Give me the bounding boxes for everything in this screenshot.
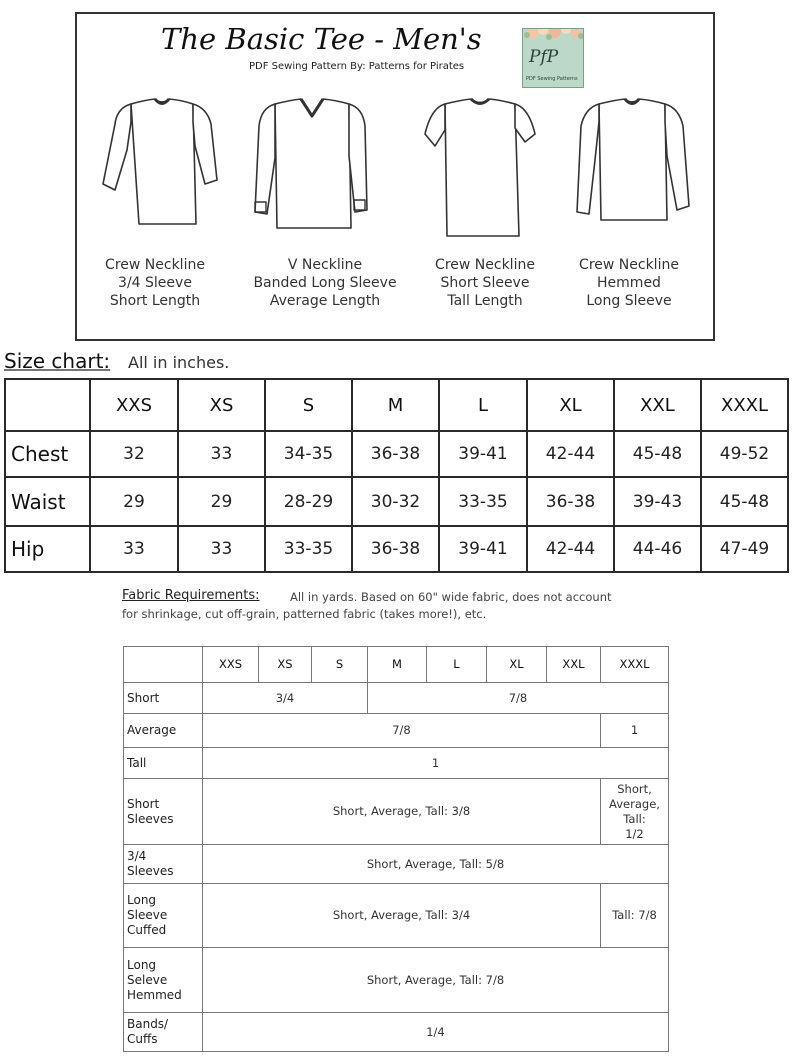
view-caption <box>240 256 410 310</box>
row-label <box>124 779 203 845</box>
cell-line: Average, <box>609 796 660 811</box>
cell: 36-38 <box>527 477 614 526</box>
logo-monogram: PfP <box>529 47 559 67</box>
cell-line: Short, <box>617 781 652 796</box>
table-row <box>5 477 788 526</box>
size-chart-note: All in inches. <box>128 353 230 372</box>
cell: 7/8 <box>368 683 669 714</box>
pattern-subtitle: PDF Sewing Pattern By: Patterns for Pirates <box>249 61 465 72</box>
caption-line: Crew Neckline <box>105 257 205 273</box>
caption-line: Average Length <box>269 293 381 309</box>
size-col-header: XXXL <box>701 379 788 431</box>
cell: 42-44 <box>527 431 614 477</box>
row-label: Short <box>124 683 203 714</box>
row-label-line: 3/4 <box>127 849 147 863</box>
cell: 30-32 <box>352 477 439 526</box>
row-label <box>124 884 203 948</box>
size-col-header: XXL <box>547 647 601 683</box>
size-col-header: M <box>352 379 439 431</box>
caption-line: Short Sleeve <box>440 275 530 291</box>
row-label <box>124 845 203 884</box>
row-label-line: Long <box>127 957 157 972</box>
pattern-title: The Basic Tee - Men's <box>161 22 482 56</box>
size-chart-heading: Size chart: <box>4 349 111 373</box>
brand-logo <box>522 28 584 88</box>
cell: Tall: 7/8 <box>601 884 669 948</box>
caption-line: Banded Long Sleeve <box>253 275 397 291</box>
size-chart-table <box>4 378 789 573</box>
table-row <box>5 431 788 477</box>
row-label-line: Sleeves <box>127 811 174 826</box>
cell: 32 <box>90 431 178 477</box>
row-label <box>124 1013 203 1052</box>
fabric-row-long-sleeve-hemmed <box>124 948 669 1013</box>
cell: 1/4 <box>203 1013 669 1052</box>
cell <box>601 779 669 845</box>
row-label: Average <box>124 714 203 748</box>
cell: 33 <box>178 431 265 477</box>
fabric-row-average <box>124 714 669 748</box>
caption-line: Short Length <box>109 293 201 309</box>
cell: 44-46 <box>614 526 701 572</box>
row-label: Tall <box>124 748 203 779</box>
size-col-header: L <box>439 379 527 431</box>
caption-line: 3/4 Sleeve <box>118 275 192 291</box>
v-neck-long-sleeve-shirt-icon <box>247 94 377 234</box>
fabric-header-row <box>124 647 669 683</box>
caption-line: Tall Length <box>447 293 523 309</box>
size-header-row <box>5 379 788 431</box>
cell: 39-41 <box>439 431 527 477</box>
row-label-line: Cuffs <box>127 1032 158 1046</box>
size-col-header: XXS <box>203 647 259 683</box>
cell: 28-29 <box>265 477 352 526</box>
size-col-header: XL <box>487 647 547 683</box>
cell: 45-48 <box>614 431 701 477</box>
cell: 36-38 <box>352 431 439 477</box>
cell-line: Tall: <box>623 811 646 826</box>
caption-line: V Neckline <box>287 257 363 273</box>
caption-line: Long Sleeve <box>586 293 672 309</box>
row-label-line: Sleeves <box>127 864 174 878</box>
fabric-note-line-1: All in yards. Based on 60" wide fabric, does not account <box>290 590 612 604</box>
cell: 29 <box>178 477 265 526</box>
corner-cell <box>124 647 203 683</box>
row-label-line: Short <box>127 796 160 811</box>
crew-34-sleeve-shirt-icon <box>97 94 227 234</box>
cell: 47-49 <box>701 526 788 572</box>
cell: 42-44 <box>527 526 614 572</box>
fabric-requirements-table <box>123 646 669 1052</box>
crew-hemmed-long-sleeve-shirt-icon <box>567 94 697 234</box>
size-col-header: XXXL <box>601 647 669 683</box>
corner-cell <box>5 379 90 431</box>
row-label-line: Cuffed <box>127 923 167 937</box>
caption-line: Crew Neckline <box>579 257 679 273</box>
cell: 3/4 <box>203 683 368 714</box>
fabric-row-short <box>124 683 669 714</box>
row-label-line: Sleeve <box>127 908 168 922</box>
fabric-row-short-sleeves <box>124 779 669 845</box>
size-col-header: S <box>265 379 352 431</box>
size-col-header: L <box>427 647 487 683</box>
logo-caption: PDF Sewing Patterns <box>526 76 578 82</box>
cell: 34-35 <box>265 431 352 477</box>
cell: 33-35 <box>439 477 527 526</box>
row-label-line: Seleve <box>127 972 168 987</box>
cell: Short, Average, Tall: 5/8 <box>203 845 669 884</box>
fabric-row-bands-cuffs <box>124 1013 669 1052</box>
fabric-row-tall <box>124 748 669 779</box>
fabric-row-long-sleeve-cuffed <box>124 884 669 948</box>
row-label-line: Hemmed <box>127 987 182 1002</box>
cell: 36-38 <box>352 526 439 572</box>
view-caption <box>70 256 240 310</box>
size-col-header: XXL <box>614 379 701 431</box>
row-label: Chest <box>5 431 90 477</box>
row-label-line: Bands/ <box>127 1017 169 1031</box>
cell: 1 <box>203 748 669 779</box>
crew-short-sleeve-shirt-icon <box>415 94 545 244</box>
row-label: Waist <box>5 477 90 526</box>
fabric-row-three-quarter-sleeves <box>124 845 669 884</box>
cell: 45-48 <box>701 477 788 526</box>
view-caption <box>544 256 714 310</box>
cell: Short, Average, Tall: 7/8 <box>203 948 669 1013</box>
row-label: Hip <box>5 526 90 572</box>
table-row <box>5 526 788 572</box>
caption-line: Crew Neckline <box>435 257 535 273</box>
size-col-header: XS <box>259 647 312 683</box>
cell-line: 1/2 <box>625 826 644 841</box>
cell: Short, Average, Tall: 3/8 <box>203 779 601 845</box>
size-col-header: M <box>368 647 427 683</box>
cell: 39-41 <box>439 526 527 572</box>
flowers-icon <box>522 28 584 41</box>
size-col-header: S <box>312 647 368 683</box>
size-col-header: XL <box>527 379 614 431</box>
cell: 7/8 <box>203 714 601 748</box>
cell: 49-52 <box>701 431 788 477</box>
row-label <box>124 948 203 1013</box>
cell: 1 <box>601 714 669 748</box>
fabric-note-line-2: for shrinkage, cut off-grain, patterned fabric (takes more!), etc. <box>122 607 487 621</box>
cell: 33-35 <box>265 526 352 572</box>
caption-line: Hemmed <box>597 275 661 291</box>
size-col-header: XS <box>178 379 265 431</box>
size-col-header: XXS <box>90 379 178 431</box>
row-label-line: Long <box>127 893 157 907</box>
cell: 33 <box>90 526 178 572</box>
cell: 39-43 <box>614 477 701 526</box>
fabric-heading: Fabric Requirements: <box>122 588 260 603</box>
cell: 29 <box>90 477 178 526</box>
cell: 33 <box>178 526 265 572</box>
cell: Short, Average, Tall: 3/4 <box>203 884 601 948</box>
